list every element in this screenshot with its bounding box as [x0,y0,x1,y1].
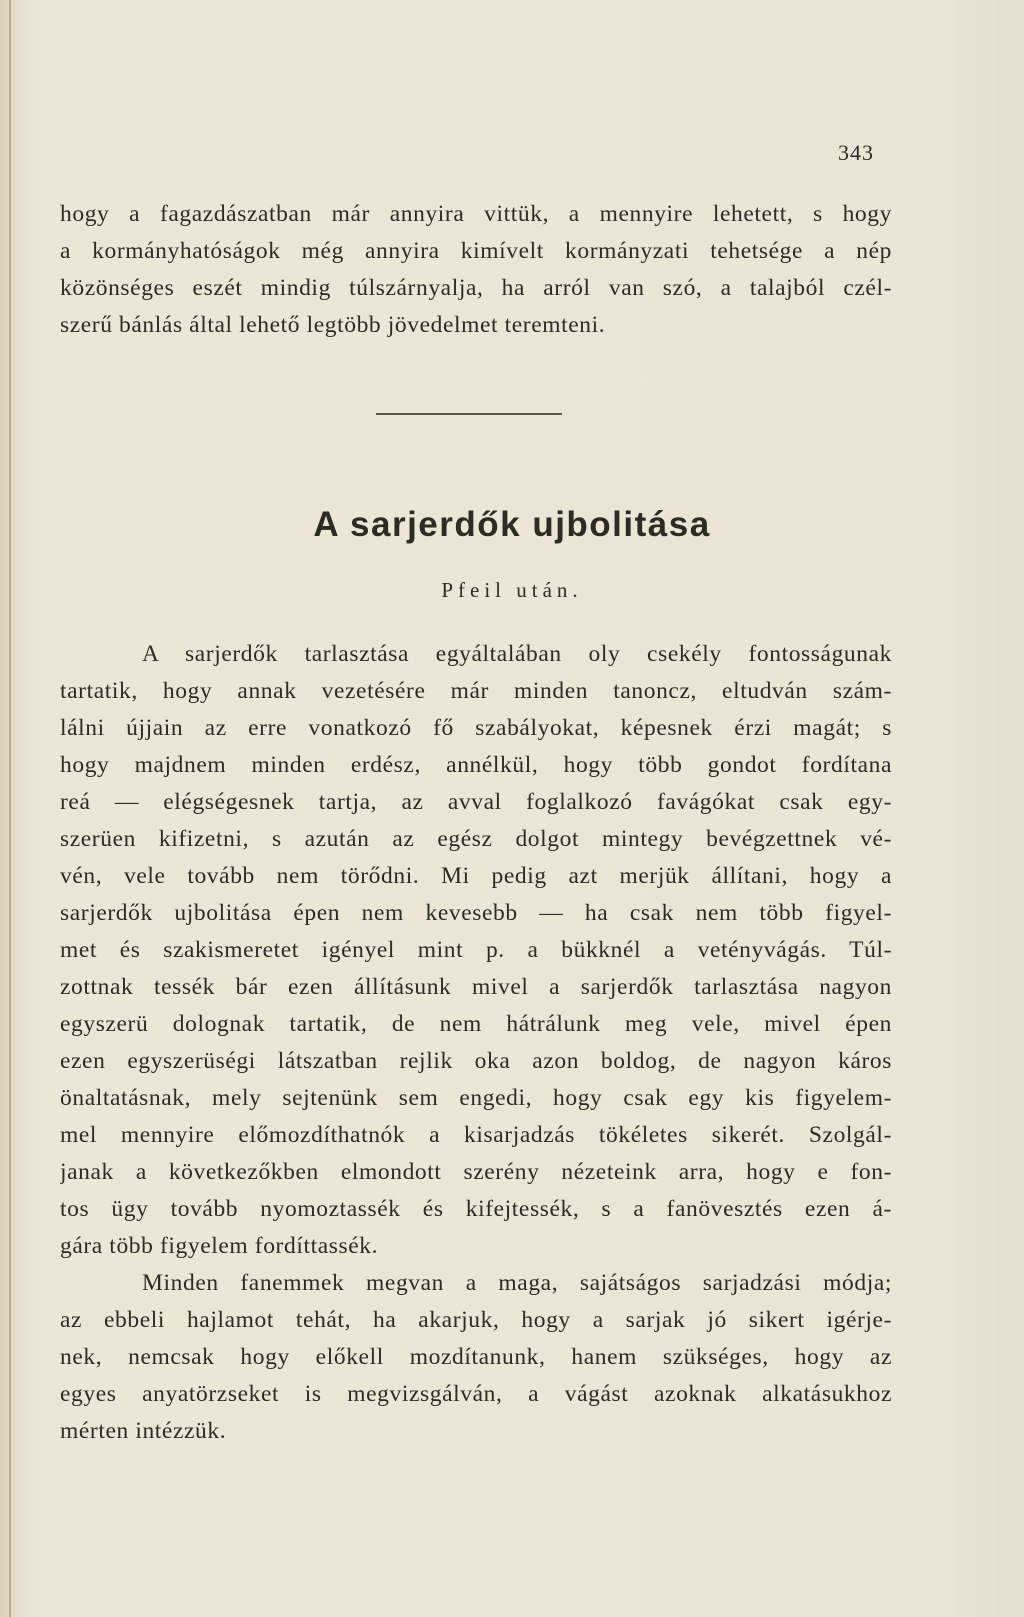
text-line: mérten intézzük. [60,1418,227,1444]
text-line: tartatik, hogy annak vezetésére már minden tanoncz, eltudván szám- [60,678,892,704]
binding-edge [9,0,11,1617]
text-line: egyes anyatörzseket is megvizsgálván, a vágást azoknak alkatásukhoz [60,1381,892,1407]
text-line: vén, vele tovább nem törődni. Mi pedig azt merjük állítani, hogy a [60,863,892,889]
text-line: a kormányhatóságok még annyira kimívelt kormányzati tehetsége a nép [60,238,892,264]
text-line: sarjerdők ujbolitása épen nem kevesebb — ha csak nem több figyel- [60,900,892,926]
text-line: önaltatásnak, mely sejtenünk sem engedi, hogy csak egy kis figyelem- [60,1085,892,1111]
text-line: A sarjerdők tarlasztása egyáltalában oly csekély fontosságunak [142,641,892,667]
text-line: reá — elégségesnek tartja, az avval foglalkozó favágókat csak egy- [60,789,892,815]
text-line: mel mennyire előmozdíthatnók a kisarjadzás tökéletes sikerét. Szolgál- [60,1122,892,1148]
text-line: Minden fanemmek megvan a maga, sajátságos sarjadzási módja; [142,1270,892,1296]
text-line: zottnak tessék bár ezen állításunk mivel a sarjerdők tarlasztása nagyon [60,974,892,1000]
body-text [60,636,892,1450]
text-line: szerű bánlás által lehető legtöbb jövedelmet teremteni. [60,312,606,338]
page-number: 343 [838,140,874,165]
text-line: hogy majdnem minden erdész, annélkül, hogy több gondot fordítana [60,752,892,778]
text-line: az ebbeli hajlamot tehát, ha akarjuk, hogy a sarjak jó sikert igérje- [60,1307,892,1333]
text-line: egyszerü dolognak tartatik, de nem hátrálunk meg vele, mivel épen [60,1011,892,1037]
text-line: janak a következőkben elmondott szerény nézeteink arra, hogy e fon- [60,1159,892,1185]
text-line: nek, nemcsak hogy előkell mozdítanunk, hanem szükséges, hogy az [60,1344,892,1370]
text-line: hogy a fagazdászatban már annyira vittük, a mennyire lehetett, s hogy [60,201,892,227]
section-heading: A sarjerdők ujbolitása [313,505,711,544]
text-line: lálni újjain az erre vonatkozó fő szabályokat, képesnek érzi magát; s [60,715,892,741]
byline: Pfeil után. [441,578,583,602]
intro-paragraph [60,196,892,344]
text-line: tos ügy tovább nyomoztassék és kifejtessék, s a fanövesztés ezen á- [60,1196,892,1222]
text-line: közönséges eszét mindig túlszárnyalja, ha arról van szó, a talajból czél- [60,275,892,301]
text-line: gára több figyelem fordíttassék. [60,1233,379,1259]
section-divider [376,413,562,415]
text-line: szerüen kifizetni, s azután az egész dolgot mintegy bevégzettnek vé- [60,826,892,852]
text-line: met és szakismeretet igényel mint p. a bükknél a vetényvágás. Túl- [60,937,892,963]
text-line: ezen egyszerüségi látszatban rejlik oka azon boldog, de nagyon káros [60,1048,892,1074]
